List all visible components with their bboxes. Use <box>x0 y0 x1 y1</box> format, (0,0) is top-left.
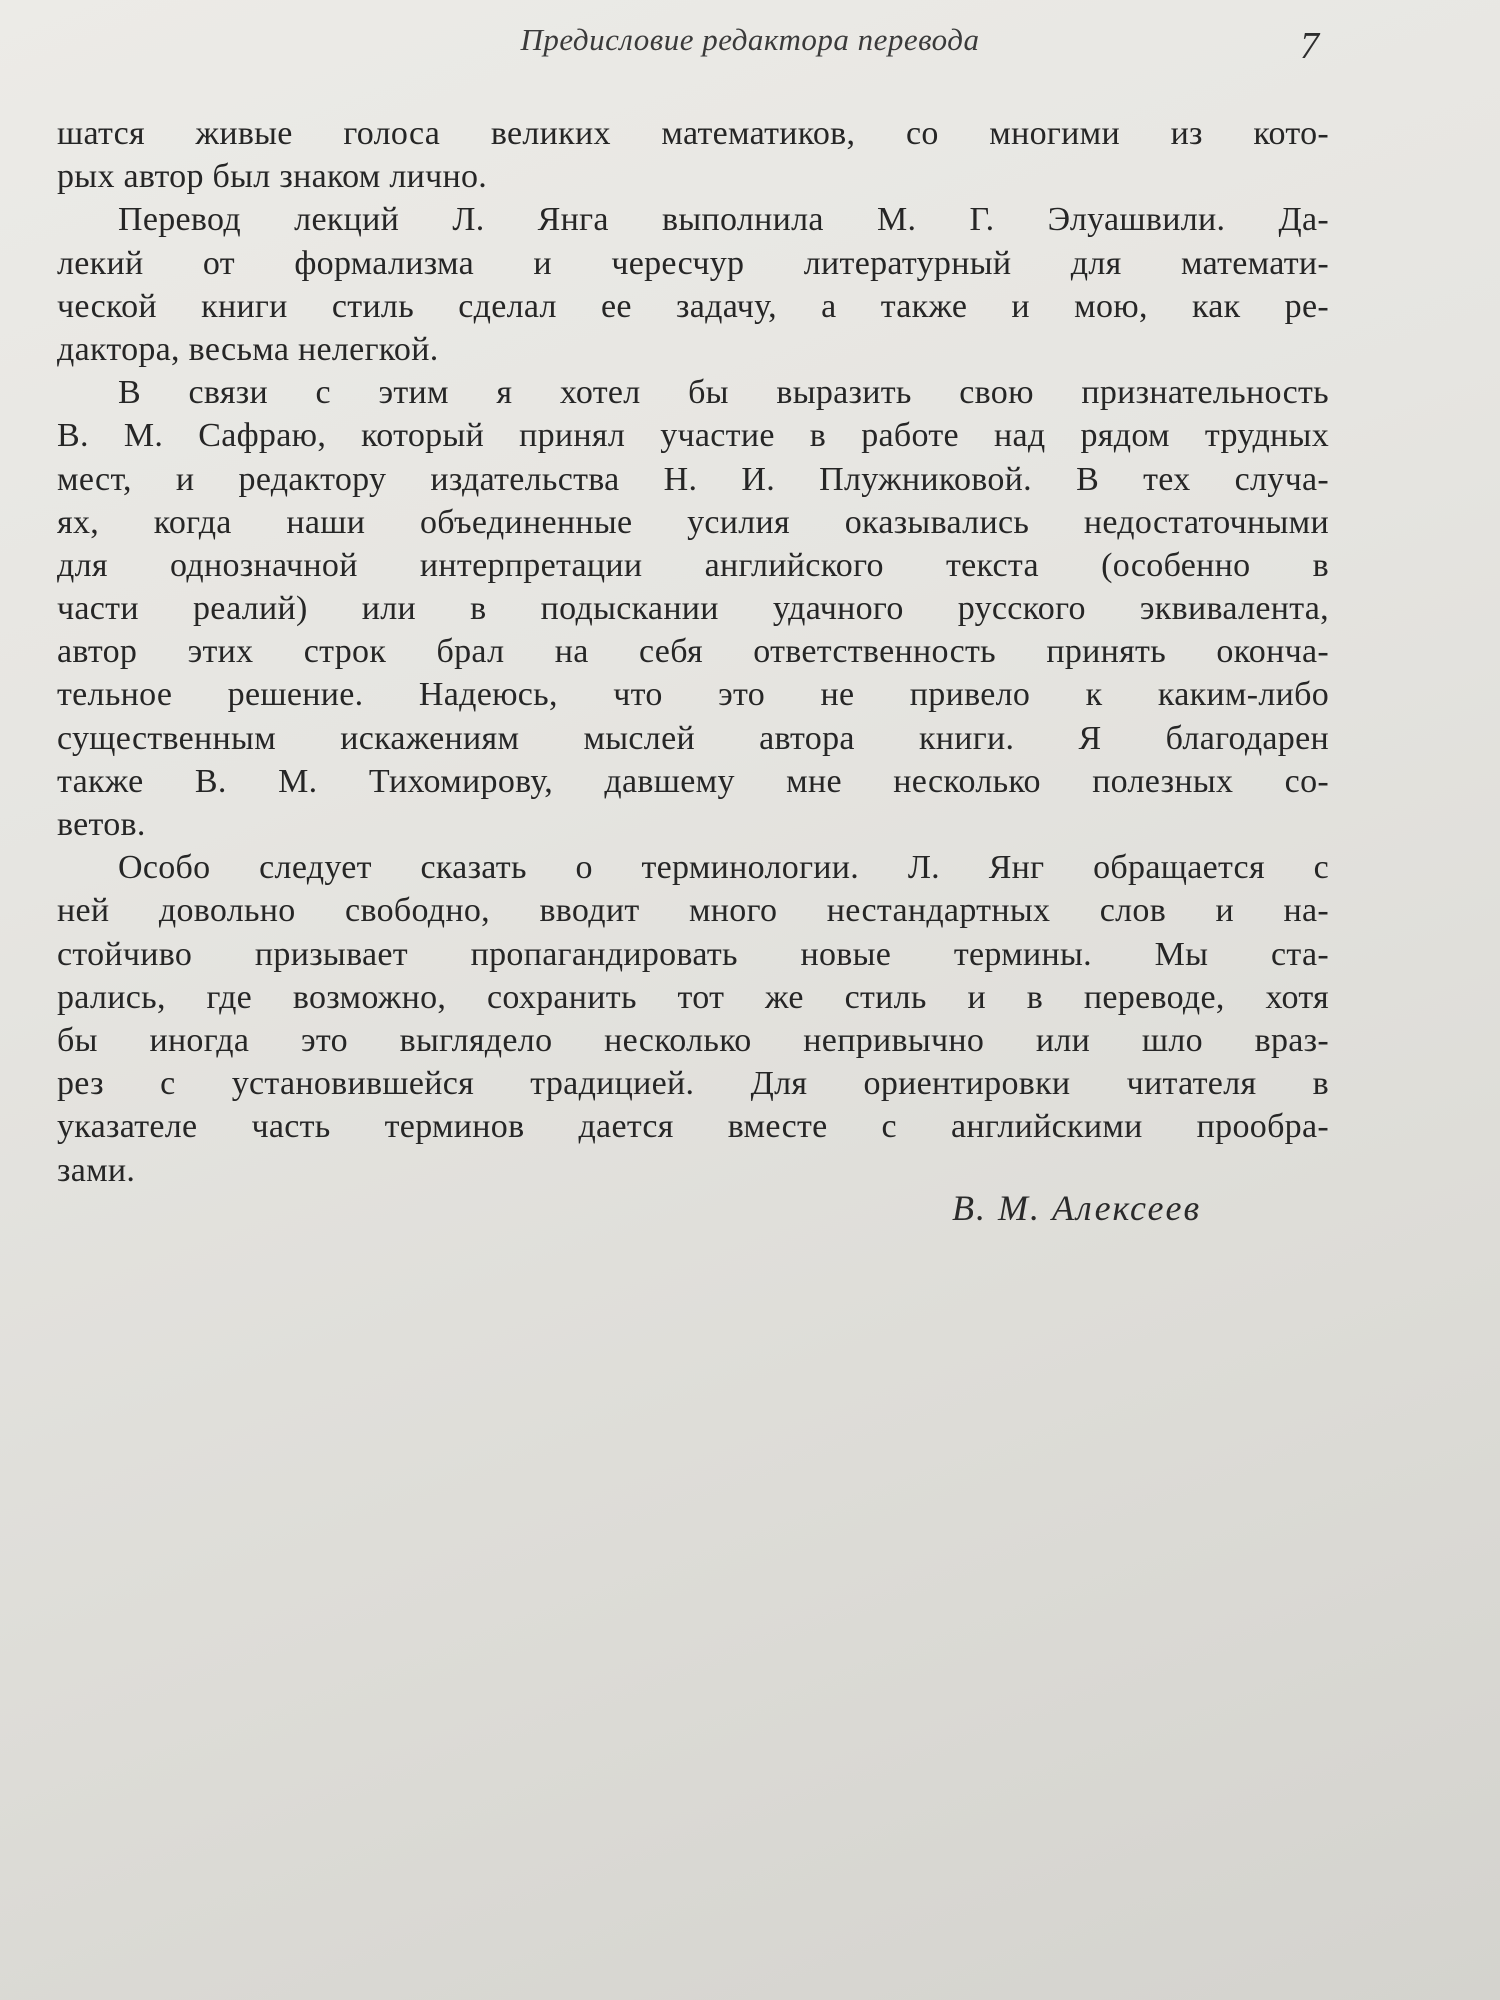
body-text <box>57 112 1329 1192</box>
text-line: лекий от формализма и чересчур литературный для математи- <box>57 244 1329 282</box>
text-line: рались, где возможно, сохранить тот же стиль и в переводе, хотя <box>57 978 1329 1016</box>
text-line: мест, и редактору издательства Н. И. Плужниковой. В тех случа- <box>57 460 1329 498</box>
text-line: ветов. <box>57 806 146 843</box>
text-line: дактора, весьма нелегкой. <box>57 330 439 368</box>
text-line: рез с установившейся традицией. Для ориентировки читателя в <box>57 1065 1329 1103</box>
text-line: ческой книги стиль сделал ее задачу, а также и мою, как ре- <box>57 287 1329 325</box>
text-line: указателе часть терминов дается вместе с английскими прообра- <box>57 1108 1329 1146</box>
text-line: Особо следует сказать о терминологии. Л. Янг обращается с <box>118 849 1329 887</box>
page-number: 7 <box>1300 25 1319 67</box>
text-line: также В. М. Тихомирову, давшему мне несколько полезных со- <box>57 762 1329 800</box>
text-line: В связи с этим я хотел бы выразить свою признательность <box>118 374 1329 412</box>
text-line: рых автор был знаком лично. <box>57 158 488 196</box>
text-line: зами. <box>57 1151 136 1189</box>
running-title: Предисловие редактора перевода <box>520 22 980 57</box>
text-line: бы иногда это выглядело несколько непривычно или шло враз- <box>57 1021 1329 1059</box>
text-line: для однозначной интерпретации английского текста (особенно в <box>57 546 1329 584</box>
signature: В. М. Алексеев <box>952 1188 1202 1228</box>
text-line: тельное решение. Надеюсь, что это не привело к каким-либо <box>57 676 1329 714</box>
text-line: автор этих строк брал на себя ответственность принять оконча- <box>57 633 1329 671</box>
text-line: существенным искажениям мыслей автора книги. Я благодарен <box>57 719 1329 757</box>
text-line: В. М. Сафраю, который принял участие в работе над рядом трудных <box>57 417 1329 455</box>
text-line: ях, когда наши объединенные усилия оказывались недостаточными <box>57 503 1329 541</box>
text-line: шатся живые голоса великих математиков, со многими из кото- <box>57 115 1329 152</box>
text-line: стойчиво призывает пропагандировать новые термины. Мы ста- <box>57 935 1329 973</box>
text-line: Перевод лекций Л. Янга выполнила М. Г. Элуашвили. Да- <box>118 201 1329 239</box>
text-line: части реалий) или в подыскании удачного русского эквивалента, <box>57 590 1329 628</box>
text-line: ней довольно свободно, вводит много нестандартных слов и на- <box>57 892 1329 930</box>
